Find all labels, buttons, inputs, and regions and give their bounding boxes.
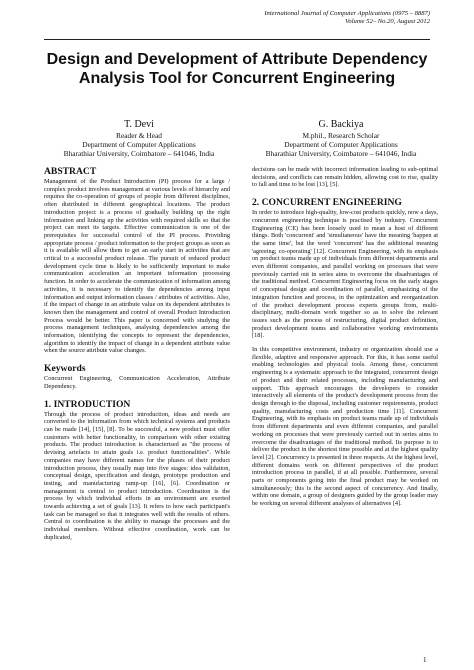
author-dept: Department of Computer Applications <box>82 140 196 149</box>
author-role: Reader & Head <box>116 131 162 140</box>
author-1 <box>44 118 234 158</box>
page-number: 1 <box>423 656 427 664</box>
author-inst: Bharathiar University, Coimbatore – 641046, India <box>63 149 215 158</box>
title-line-2: Analysis Tool for Concurrent Engineering <box>78 70 396 87</box>
right-column <box>252 166 438 508</box>
concurrent-engineering-heading: 2. CONCURRENT ENGINEERING <box>252 197 402 209</box>
title-line-1: Design and Development of Attribute Dependency <box>46 51 428 68</box>
introduction-heading: 1. INTRODUCTION <box>44 398 131 410</box>
journal-name: International Journal of Computer Applications (0975 – 8887) <box>264 10 430 17</box>
author-inst: Bharathiar University, Coimbatore – 641046, India <box>265 149 417 158</box>
author-role: M.phil., Research Scholar <box>302 131 380 140</box>
header-rule <box>44 39 430 40</box>
left-column <box>44 166 230 542</box>
abstract-heading: ABSTRACT <box>44 166 97 177</box>
author-name: G. Backiya <box>318 119 364 130</box>
author-2 <box>246 118 436 158</box>
concurrent-engineering-paragraph-2: In this competitive environment, industry or organization should use a flexible, adaptive and responsive approach. For this, it has some useful enabling technologies and physical tools. Among these, concurrent engineering is a systematic approach to the integrated, concurrent design of product and their related processes, including manufacturing and support. This approach encourages the developers to consider interactively all elements of the product's development process from the design through to the disposal, including customer requirements, product quality, manufacturing costs and production time [11]. Concurrent Engineering, with its emphasis on product teams made up of individuals from different departments and even different companies, and parallel working on processes that were previously carried out in series aims to overcome the disadvantages of the traditional method. Its purpose is to deliver the product in the shortest time possible and at the highest quality level [2]. Concurrency is presented in three respects. At the highest level, different domains work on different perspectives of the product introduction process in parallel, if at all possible. Furthermore, several parts or components going into the final product may be worked on simultaneously; this is the second aspect of concurrency. And finally, within one domain, a group of designers guided by the group leader may be working on several different analyses of alternatives [4]. <box>252 346 438 508</box>
journal-volume: Volume 52– No.20, August 2012 <box>345 18 430 25</box>
paper-title <box>30 50 444 88</box>
author-dept: Department of Computer Applications <box>284 140 398 149</box>
concurrent-engineering-paragraph-1: In order to introduce high-quality, low-cost products quickly, now a days, concurrent engineering technique is practised by industry. Concurrent Engineering (CE) has been loosely used to mean a host of different things. Both 'concurrent' and 'simultaneous' have the meaning 'happen at the same time', but the word 'concurrent' has the additional meaning 'agreeing; co-operating' [12]. Concurrent Engineering, with its emphasis on product teams made up of individuals from different departments and even different companies, and parallel working on processes that were previously carried out in series aims to overcome the disadvantages of the traditional method. Concurrent Engineering focus on the early stages of conceptual design and coordination of parallel, emphasizing of the integration function and process, in the optimization and reorganization of the product development process experts groups from, multi-disciplinary, multi-domain work together so as to solve the relevant issues such as the process of restructuring, digital product definition, product development teams and collaborative working environments [18]. <box>252 209 438 340</box>
abstract-text: Management of the Product Introduction (PI) process for a large / complex product involves management at various levels of hierarchy and requires the co-operation of groups of people from different disciplines, often distributed in different geographical locations. The product introduction project is a process of gradually building up the right information and linking up the activities with required skills so that the project can meet its targets. Effective communication is one of the prerequisites for successful control of the PI process. Providing appropriate process / product information to the project groups as soon as it is available will allow them to get an early start in activities that are critical to a successful product release. The pursuit of reduced product development cycle time is likely to be sufficiently important to make communication acceleration an important information processing function. In order to accelerate the communication of information among activities, it is necessary to identify the dependencies among input information and output information classes / attributes of activities. Also, if the impact of change in an attribute value on its dependent attributes is known then the management and control of overall Product Introduction Process would be better. This paper is concerned with studying the process management techniques, analysing dependencies among the information, identifying the concepts to represent the dependencies, algorithm to identify the impact of change in a dependent attribute value when the source attribute value changes. <box>44 178 230 355</box>
keywords-heading: Keywords <box>44 363 86 375</box>
keywords-text: Concurrent Engineering, Communication Acceleration, Attribute Dependency. <box>44 375 230 390</box>
intro-continued-text: decisions can be made with incorrect information leading to sub-optimal decisions, and conflicts can remain hidden, allowing cost to rise, quality to fall and time to be lost [13], [5]. <box>252 166 438 189</box>
journal-header <box>264 10 430 26</box>
author-name: T. Devi <box>124 119 154 130</box>
introduction-text: Through the process of product introduction, ideas and needs are converted to the information from which technical systems and products can be made [14], [15], [8]. To be successful, a new product must offer customers with better functionality, in comparison with other existing products. The product introduction is characterised as "the process of devising artefacts to attain goals i.e. product functionalities". While companies may have different names for the phases of their product introduction process, they usually map into five stages: idea validation, conceptual design, specification and design, prototype production and testing, and manufacturing ramp-up [16], [6]. Coordination or management is central to product introduction. Coordination is the process by which individual efforts in an environment are exerted towards achieving a set of goals [13]. It refers to how each participant's task can be managed so that it integrates well with the results of others. Central to coordination is the ability to manage the processes and the individual members. Without effective coordination, work can be duplicated, <box>44 410 230 541</box>
